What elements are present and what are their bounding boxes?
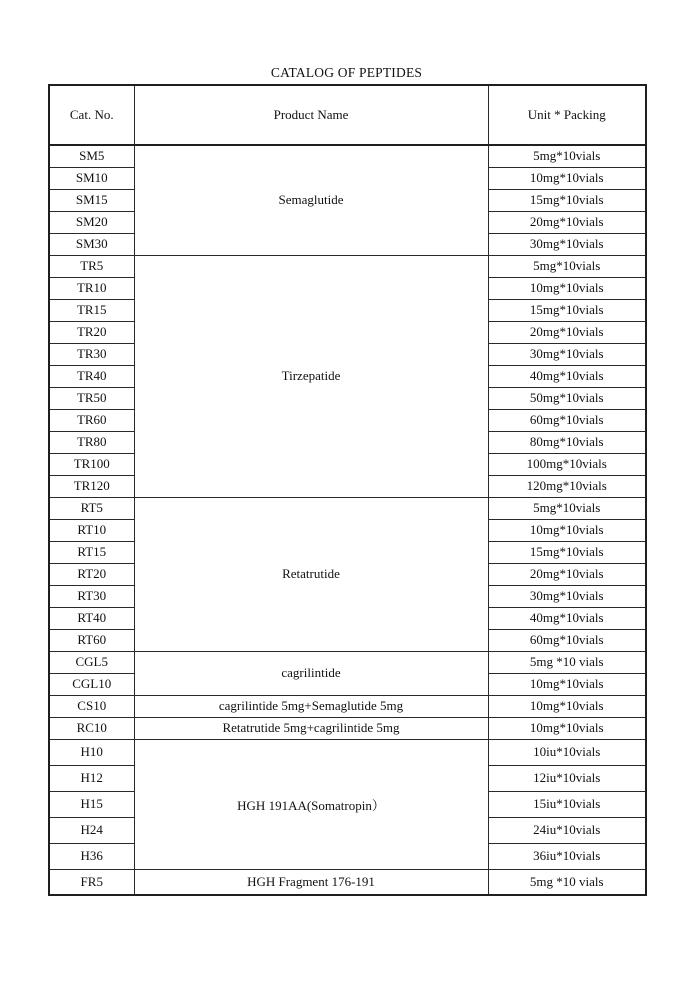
unit-packing-cell: 15mg*10vials	[488, 299, 646, 321]
cat-no-cell: TR40	[49, 365, 134, 387]
cat-no-cell: RT5	[49, 497, 134, 519]
unit-packing-cell: 5mg *10 vials	[488, 651, 646, 673]
unit-packing-cell: 5mg *10 vials	[488, 869, 646, 895]
cat-no-cell: SM15	[49, 189, 134, 211]
cat-no-cell: TR100	[49, 453, 134, 475]
table-row	[49, 695, 646, 717]
cat-no-cell: TR30	[49, 343, 134, 365]
catalog-table	[48, 84, 647, 896]
unit-packing-cell: 5mg*10vials	[488, 145, 646, 167]
unit-packing-cell: 15mg*10vials	[488, 189, 646, 211]
unit-packing-cell: 50mg*10vials	[488, 387, 646, 409]
column-header-cat-no: Cat. No.	[49, 85, 134, 145]
unit-packing-cell: 15mg*10vials	[488, 541, 646, 563]
cat-no-cell: RC10	[49, 717, 134, 739]
unit-packing-cell: 36iu*10vials	[488, 843, 646, 869]
cat-no-cell: RT20	[49, 563, 134, 585]
unit-packing-cell: 20mg*10vials	[488, 563, 646, 585]
cat-no-cell: CGL5	[49, 651, 134, 673]
table-row	[49, 145, 646, 167]
unit-packing-cell: 100mg*10vials	[488, 453, 646, 475]
unit-packing-cell: 10mg*10vials	[488, 277, 646, 299]
unit-packing-cell: 120mg*10vials	[488, 475, 646, 497]
product-name-cell: Semaglutide	[134, 145, 488, 255]
cat-no-cell: SM10	[49, 167, 134, 189]
cat-no-cell: H15	[49, 791, 134, 817]
cat-no-cell: TR80	[49, 431, 134, 453]
column-header-unit-packing: Unit * Packing	[488, 85, 646, 145]
product-name-cell: cagrilintide 5mg+Semaglutide 5mg	[134, 695, 488, 717]
product-name-cell: Retatrutide	[134, 497, 488, 651]
cat-no-cell: TR60	[49, 409, 134, 431]
table-row	[49, 651, 646, 673]
header-row	[49, 85, 646, 145]
cat-no-cell: SM20	[49, 211, 134, 233]
cat-no-cell: FR5	[49, 869, 134, 895]
product-name-cell: HGH 191AA(Somatropin）	[134, 739, 488, 869]
cat-no-cell: TR10	[49, 277, 134, 299]
unit-packing-cell: 80mg*10vials	[488, 431, 646, 453]
unit-packing-cell: 10mg*10vials	[488, 167, 646, 189]
cat-no-cell: SM5	[49, 145, 134, 167]
unit-packing-cell: 10mg*10vials	[488, 673, 646, 695]
unit-packing-cell: 30mg*10vials	[488, 585, 646, 607]
table-row	[49, 255, 646, 277]
cat-no-cell: RT30	[49, 585, 134, 607]
cat-no-cell: H36	[49, 843, 134, 869]
table-row	[49, 497, 646, 519]
unit-packing-cell: 20mg*10vials	[488, 321, 646, 343]
cat-no-cell: TR5	[49, 255, 134, 277]
column-header-product-name: Product Name	[134, 85, 488, 145]
unit-packing-cell: 30mg*10vials	[488, 343, 646, 365]
unit-packing-cell: 30mg*10vials	[488, 233, 646, 255]
cat-no-cell: TR50	[49, 387, 134, 409]
cat-no-cell: RT10	[49, 519, 134, 541]
unit-packing-cell: 12iu*10vials	[488, 765, 646, 791]
unit-packing-cell: 10mg*10vials	[488, 717, 646, 739]
unit-packing-cell: 5mg*10vials	[488, 255, 646, 277]
table-row	[49, 869, 646, 895]
product-name-cell: cagrilintide	[134, 651, 488, 695]
unit-packing-cell: 40mg*10vials	[488, 607, 646, 629]
cat-no-cell: TR120	[49, 475, 134, 497]
product-name-cell: HGH Fragment 176-191	[134, 869, 488, 895]
cat-no-cell: RT60	[49, 629, 134, 651]
unit-packing-cell: 10iu*10vials	[488, 739, 646, 765]
table-row	[49, 739, 646, 765]
page-title: CATALOG OF PEPTIDES	[270, 65, 423, 80]
cat-no-cell: RT40	[49, 607, 134, 629]
unit-packing-cell: 40mg*10vials	[488, 365, 646, 387]
cat-no-cell: H24	[49, 817, 134, 843]
cat-no-cell: TR15	[49, 299, 134, 321]
unit-packing-cell: 24iu*10vials	[488, 817, 646, 843]
cat-no-cell: CS10	[49, 695, 134, 717]
cat-no-cell: SM30	[49, 233, 134, 255]
product-name-cell: Tirzepatide	[134, 255, 488, 497]
unit-packing-cell: 10mg*10vials	[488, 695, 646, 717]
catalog-table-body	[49, 145, 646, 895]
cat-no-cell: H10	[49, 739, 134, 765]
cat-no-cell: RT15	[49, 541, 134, 563]
unit-packing-cell: 60mg*10vials	[488, 409, 646, 431]
unit-packing-cell: 15iu*10vials	[488, 791, 646, 817]
unit-packing-cell: 20mg*10vials	[488, 211, 646, 233]
cat-no-cell: TR20	[49, 321, 134, 343]
unit-packing-cell: 10mg*10vials	[488, 519, 646, 541]
table-row	[49, 717, 646, 739]
cat-no-cell: H12	[49, 765, 134, 791]
product-name-cell: Retatrutide 5mg+cagrilintide 5mg	[134, 717, 488, 739]
unit-packing-cell: 60mg*10vials	[488, 629, 646, 651]
catalog-table-header	[49, 85, 646, 145]
cat-no-cell: CGL10	[49, 673, 134, 695]
unit-packing-cell: 5mg*10vials	[488, 497, 646, 519]
